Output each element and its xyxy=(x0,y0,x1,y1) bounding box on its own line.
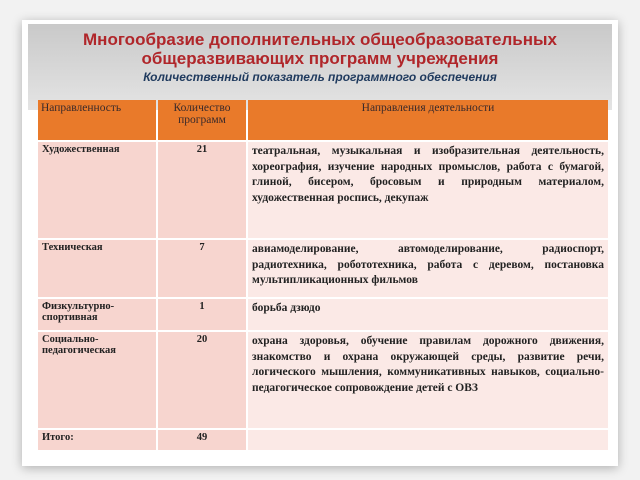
cell-count: 7 xyxy=(158,240,246,297)
cell-direction: Художественная xyxy=(38,142,156,238)
cell-total-count: 49 xyxy=(158,430,246,450)
header-activities: Направления деятельности xyxy=(248,100,608,140)
programs-table xyxy=(36,98,610,452)
cell-activities: театральная, музыкальная и изобразительная деятельность, хореография, изучение народных промыслов, работа с бумагой, глиной, бисером, бросовым и природным материалом, художественная роспись, декупаж xyxy=(248,142,608,238)
cell-total-label: Итого: xyxy=(38,430,156,450)
page-title: Многообразие дополнительных общеобразовательных общеразвивающих программ учреждения xyxy=(83,30,557,68)
cell-activities: авиамоделирование, автомоделирование, радиоспорт, радиотехника, робототехника, работа с деревом, постановка мультипликационных фильмов xyxy=(248,240,608,297)
cell-direction: Техническая xyxy=(38,240,156,297)
cell-total-activities xyxy=(248,430,608,450)
table-row xyxy=(38,299,608,330)
slide xyxy=(22,20,618,466)
cell-direction: Социально-педагогическая xyxy=(38,332,156,428)
cell-activities: охрана здоровья, обучение правилам дорожного движения, знакомство и охрана окружающей среды, развитие речи, логического мышления, коммуникативных навыков, социально-педагогическое сопровождение детей с ОВЗ xyxy=(248,332,608,428)
table-row xyxy=(38,240,608,297)
table-row xyxy=(38,142,608,238)
page-subtitle: Количественный показатель программного обеспечения xyxy=(143,70,497,84)
cell-direction: Физкультурно-спортивная xyxy=(38,299,156,330)
table-header-row xyxy=(38,100,608,140)
cell-count: 21 xyxy=(158,142,246,238)
table-row xyxy=(38,332,608,428)
header-direction: Направленность xyxy=(38,100,156,140)
header-count: Количество программ xyxy=(158,100,246,140)
cell-count: 1 xyxy=(158,299,246,330)
table-total-row xyxy=(38,430,608,450)
cell-count: 20 xyxy=(158,332,246,428)
cell-activities: борьба дзюдо xyxy=(248,299,608,330)
